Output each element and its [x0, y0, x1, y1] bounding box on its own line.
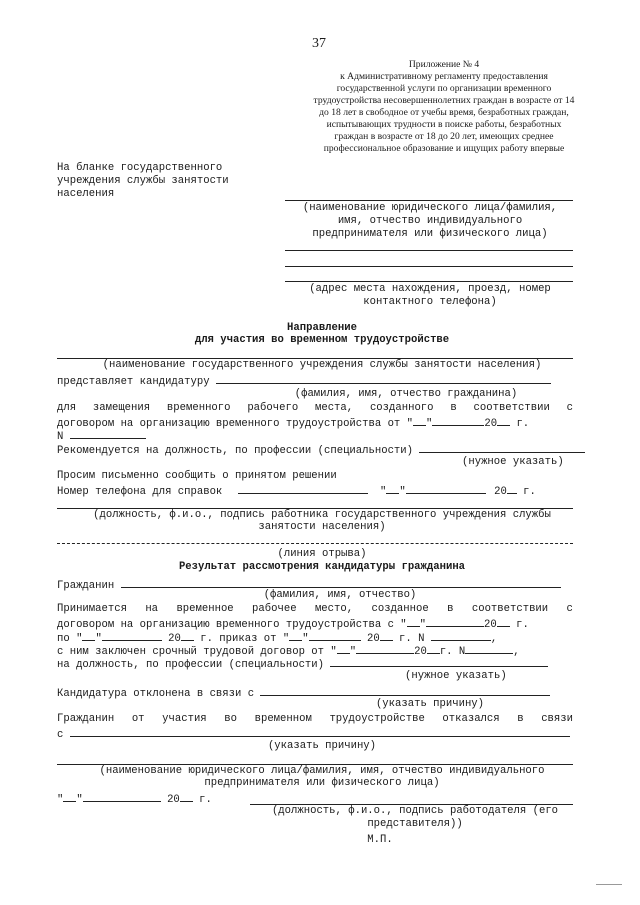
candidate-fio-hint: (фамилия, имя, отчество гражданина) [294, 388, 518, 400]
employer-sign-hint: (должность, ф.и.о., подпись работодателя (его [271, 805, 559, 817]
tear-contract-day-field[interactable] [407, 616, 420, 627]
citizen-fio-hint: (фамилия, имя, отчество) [263, 589, 417, 601]
appendix-line-3: трудоустройства несовершеннолетних граждан в возрасте от 14 [313, 95, 575, 106]
phone-field[interactable] [238, 483, 368, 494]
fixed-term-year-field[interactable] [427, 643, 440, 654]
contract-number-row: N [57, 428, 146, 444]
recommended-label: Рекомендуется на должность, по профессии (специальности) [57, 445, 414, 457]
entity-hint: (наименование юридического лица/фамилия, имя, отчество индивидуального [99, 765, 545, 777]
tear-contract-month-field[interactable] [426, 616, 484, 627]
contract-month-field[interactable] [432, 415, 484, 426]
appendix-line-2: государственной услуги по организации временного [336, 83, 552, 94]
footer-month-field[interactable] [83, 791, 161, 802]
accepted-word-5: место, [314, 603, 354, 615]
candidate-field[interactable] [216, 373, 551, 384]
accepted-row [57, 603, 573, 616]
accepted-word-9: с [566, 603, 573, 615]
tear-line [57, 543, 573, 544]
refused-word-5: временном [254, 713, 312, 725]
period-day-field[interactable] [82, 630, 95, 641]
employer-sign-hint-2: представителя)) [367, 818, 463, 830]
result-title: Результат рассмотрения кандидатуры гражданина [178, 561, 466, 573]
rejected-reason-field[interactable] [260, 685, 550, 696]
tear-line-hint: (линия отрыва) [277, 548, 367, 560]
corner-mark [596, 884, 622, 885]
period-month-field[interactable] [102, 630, 162, 641]
refused-reason-field[interactable] [70, 726, 570, 737]
fixed-term-number-field[interactable] [465, 643, 513, 654]
rejected-reason-hint: (указать причину) [375, 698, 485, 710]
appendix-line-4: до 18 лет в свободное от учебы время, безработных граждан, [319, 107, 569, 118]
addressee-line-1 [285, 250, 573, 251]
refused-word-1: Гражданин [57, 713, 115, 725]
institution-hint: (наименование государственного учреждения службы занятости населения) [102, 359, 542, 371]
contract-row: договором на организацию временного трудоустройства от " " 20 г. [57, 415, 529, 431]
accepted-word-7: в [447, 603, 454, 615]
vacancy-row [57, 402, 573, 415]
rejected-row: Кандидатура отклонена в связи с [57, 685, 550, 701]
addressee-line-2 [285, 266, 573, 267]
phone-year-field[interactable] [507, 483, 517, 494]
addressee-address-hint-line-2: контактного телефона) [363, 296, 497, 308]
accepted-word-8: соответствии [471, 603, 549, 615]
refused-word-7: отказался [442, 713, 500, 725]
refused-word-4: во [224, 713, 237, 725]
addressee-name-hint-line-3: предпринимателя или физического лица) [312, 228, 548, 240]
contract-day-field[interactable] [413, 415, 426, 426]
accepted-word-3: временное [176, 603, 234, 615]
vacancy-word-6: созданного [369, 402, 434, 414]
contract-year-field[interactable] [497, 415, 510, 426]
footer-year-field[interactable] [180, 791, 193, 802]
refused-reason-hint: (указать причину) [267, 740, 377, 752]
footer-date-row: " " 20 г. [57, 791, 212, 807]
refused-word-8: в [517, 713, 524, 725]
refused-word-6: трудоустройстве [329, 713, 425, 725]
period-row: по " " 20 г. приказ от " " 20 г. N , [57, 630, 497, 646]
vacancy-word-9: с [566, 402, 573, 414]
page-number: 37 [312, 36, 326, 51]
vacancy-word-2: замещения [92, 402, 151, 414]
phone-day-field[interactable] [386, 483, 399, 494]
represents-label: представляет кандидатуру [57, 376, 210, 388]
vacancy-word-4: рабочего [247, 402, 299, 414]
addressee-name-line [285, 200, 573, 201]
refused-word-9: связи [541, 713, 573, 725]
fixed-term-day-field[interactable] [337, 643, 350, 654]
stamp-place: М.П. [367, 834, 393, 846]
vacancy-word-8: соответствии [473, 402, 550, 414]
contract-label: договором на организацию временного трудоустройства от " [57, 418, 414, 430]
appendix-line-7: профессиональное образование и ищущих работу впервые [323, 143, 565, 154]
blank-line-1: На бланке государственного [57, 162, 223, 174]
represents-row [57, 373, 551, 389]
refused-word-3: участия [162, 713, 207, 725]
appendix-line-5: испытывающих трудности в поиске работы, безработных [326, 119, 562, 130]
refused-reason-row: с [57, 726, 570, 742]
vacancy-word-3: временного [166, 402, 231, 414]
phone-month-field[interactable] [406, 483, 486, 494]
signer-hint: (должность, ф.и.о., подпись работника государственного учреждения службы [93, 509, 551, 521]
specify-hint: (нужное указать) [462, 456, 564, 468]
accepted-word-1: Принимается [57, 603, 127, 615]
footer-day-field[interactable] [63, 791, 76, 802]
appendix-line-6: граждан в возрасте от 18 до 20 лет, имеющих среднее [334, 131, 554, 142]
accepted-word-2: на [145, 603, 159, 615]
tear-specify-hint: (нужное указать) [405, 670, 507, 682]
tear-contract-row: договором на организацию временного трудоустройства с " " 20 г. [57, 616, 529, 632]
position-row: на должность, по профессии (специальности) [57, 656, 548, 672]
tear-contract-year-field[interactable] [497, 616, 510, 627]
accepted-word-6: созданное [371, 603, 429, 615]
fixed-term-month-field[interactable] [356, 643, 414, 654]
entity-hint-2: предпринимателя или физического лица) [204, 777, 440, 789]
addressee-name-hint-line-2: имя, отчество индивидуального [337, 215, 523, 227]
addressee-address-hint-line-1: (адрес места нахождения, проезд, номер [309, 283, 551, 295]
recommended-field[interactable] [419, 442, 585, 453]
vacancy-word-7: в [450, 402, 457, 414]
blank-line-3: населения [57, 188, 115, 200]
signer-hint-2: занятости населения) [258, 521, 386, 533]
order-number-field[interactable] [431, 630, 491, 641]
appendix-line-1: к Административному регламенту предоставления [340, 71, 548, 82]
refused-word-2: от [131, 713, 145, 725]
doc-subtitle: для участия во временном трудоустройстве [194, 334, 450, 346]
position-field[interactable] [330, 656, 548, 667]
ask-notify: Просим письменно сообщить о принятом решении [57, 470, 337, 482]
order-month-field[interactable] [309, 630, 361, 641]
vacancy-word-1: для [57, 402, 77, 414]
order-day-field[interactable] [289, 630, 302, 641]
citizen-field[interactable] [121, 577, 561, 588]
period-year-field[interactable] [181, 630, 194, 641]
refused-row [57, 713, 573, 726]
vacancy-word-5: места, [314, 402, 354, 414]
phone-row: Номер телефона для справок " " 20 г. [57, 483, 536, 499]
doc-title: Направление [287, 322, 357, 334]
contract-number-field[interactable] [70, 428, 146, 439]
blank-line-2: учреждения службы занятости [57, 175, 229, 187]
appendix-title: Приложение № 4 [408, 59, 480, 70]
addressee-address-line [285, 281, 573, 282]
addressee-name-hint-line-1: (наименование юридического лица/фамилия, [302, 202, 558, 214]
accepted-word-4: рабочее [252, 603, 297, 615]
order-year-field[interactable] [380, 630, 393, 641]
fixed-term-row: с ним заключен срочный трудовой договор от " " 20 г. N , [57, 643, 520, 659]
citizen-row: Гражданин [57, 577, 561, 593]
